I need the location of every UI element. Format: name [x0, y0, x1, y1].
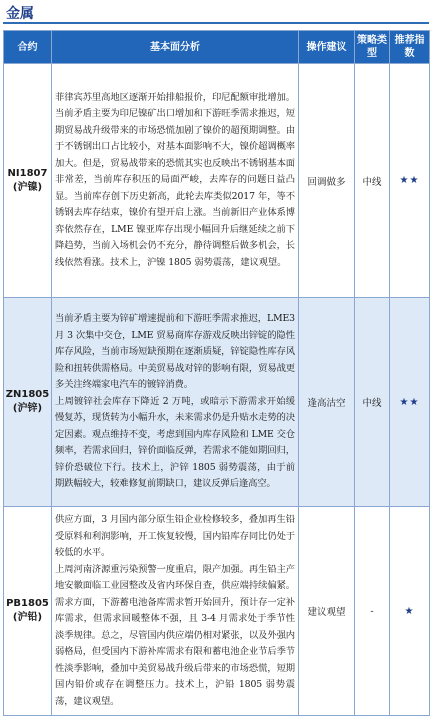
contract-cell: [4, 507, 52, 716]
table-row-pb1805: [4, 507, 430, 716]
contract-code: NI1807: [7, 167, 48, 179]
header-rating: 推荐指数: [390, 31, 430, 64]
contract-cell: [4, 298, 52, 507]
analysis-cell: [52, 507, 299, 716]
strategy-type-cell: 中线: [355, 64, 390, 298]
strategy-type-cell: 中线: [355, 298, 390, 507]
header-contract: 合约: [4, 31, 52, 64]
analysis-cell: [52, 64, 299, 298]
header-strategy-type: 策略类型: [355, 31, 390, 64]
contract-name: (沪锌): [12, 403, 43, 414]
contract-name: (沪镍): [12, 181, 43, 193]
table-row-zn1805: [4, 298, 430, 507]
table-row-ni1807: [4, 64, 430, 298]
title-divider: [3, 22, 429, 24]
analysis-paragraph: 当前矛盾主要为锌矿增速提前和下游旺季需求推迟，LME3 月 3 次集中交仓，LME 贸易商库存游戏反映出锌锭的隐性库存风险，当前市场短缺预期在逐渐质疑，锌锭隐性库存风险和扭转供需格局。中美贸易战对锌的影响有限，贸易战更多关注终端家电汽车的镀锌消费。: [55, 313, 295, 391]
header-operation: 操作建议: [299, 31, 355, 64]
analysis-paragraph: 上周河南济源重污染预警一度重启，限产加强。再生铅主产地安徽面临工业园整改及省内环保自查，供应端持续偏紧。需求方面，下游蓄电池备库需求暂开始回升，预计存一定补库需求，但需求回暖整体不强，且 3-4 月需求处于季节性淡季规律。总之，尽管国内供应端仍相对紧张，以及外强内弱格局，但受国内下游补库需求有限和蓄电池企业节后季节性淡季影响，叠加中美贸易战升级后带来的市场恐慌，短期国内铅价或存在调整压力。技术上，沪铅 1805 弱势震荡，建议观望。: [55, 563, 295, 707]
contract-code: ZN1805: [5, 389, 50, 400]
header-analysis: 基本面分析: [52, 31, 299, 64]
operation-cell: 回调做多: [299, 64, 355, 298]
strategy-type-cell: -: [355, 507, 390, 716]
contract-cell: [4, 64, 52, 298]
operation-cell: 逢高沽空: [299, 298, 355, 507]
contract-name: (沪铅): [12, 612, 43, 623]
analysis-paragraph: 供应方面，3 月国内部分原生铅企业检修较多，叠加再生铅受原料和利润影响，开工恢复较慢，国内铅库存同比仍处于较低的水平。: [55, 514, 295, 558]
rating-stars: ★: [390, 507, 430, 716]
operation-cell: 建议观望: [299, 507, 355, 716]
rating-stars: ★★: [390, 298, 430, 507]
section-title: 金属: [6, 6, 34, 22]
rating-stars: ★★: [390, 64, 430, 298]
analysis-cell: [52, 298, 299, 507]
analysis-paragraph: 上周镀锌社会库存下降近 2 万吨，或暗示下游需求开始缓慢复苏，现货转为小幅升水，未来需求仍是升贴水走势的决定因素。观点维持不变，考虑到国内库存风险和 LME 交仓频率，若需求回归，锌价面临反弹，若需求不能如期回归，锌价恐破位下行。技术上，沪锌 1805 弱势震荡，由于前期跌幅较大，较难修复前期缺口，建议反弹后逢高空。: [55, 395, 295, 490]
contract-code: PB1805: [6, 598, 49, 609]
table-header-row: [4, 31, 430, 64]
analysis-paragraph: 菲律宾苏里高地区逐渐开始排船报价，印尼配额审批增加。当前矛盾主要为印尼镍矿出口增加和下游旺季需求推迟，短期贸易战升级带来的市场恐慌加剧了镍价的超预期调整。由于不锈钢出口占比较小，对基本面影响不大，镍价超调概率加大。但是，贸易战带来的恐慌其实也反映出不锈钢基本面非常差，当前库存积压的局面严峻，去库存的问题日益凸显。当前库存创下历史新高，此轮去库类似2017 年，等不锈钢去库存结束，镍价有望开启上涨。当前新旧产业体系博弈依然存在，LME 镍亚库存出现小幅回升后继延续之前下降趋势，当前入场机会仍不充分，静待调整后做多机会，长线依然看涨。技术上，沪镍 1805 弱势震荡，建议观望。: [55, 91, 295, 268]
metals-strategy-table: [3, 30, 430, 716]
